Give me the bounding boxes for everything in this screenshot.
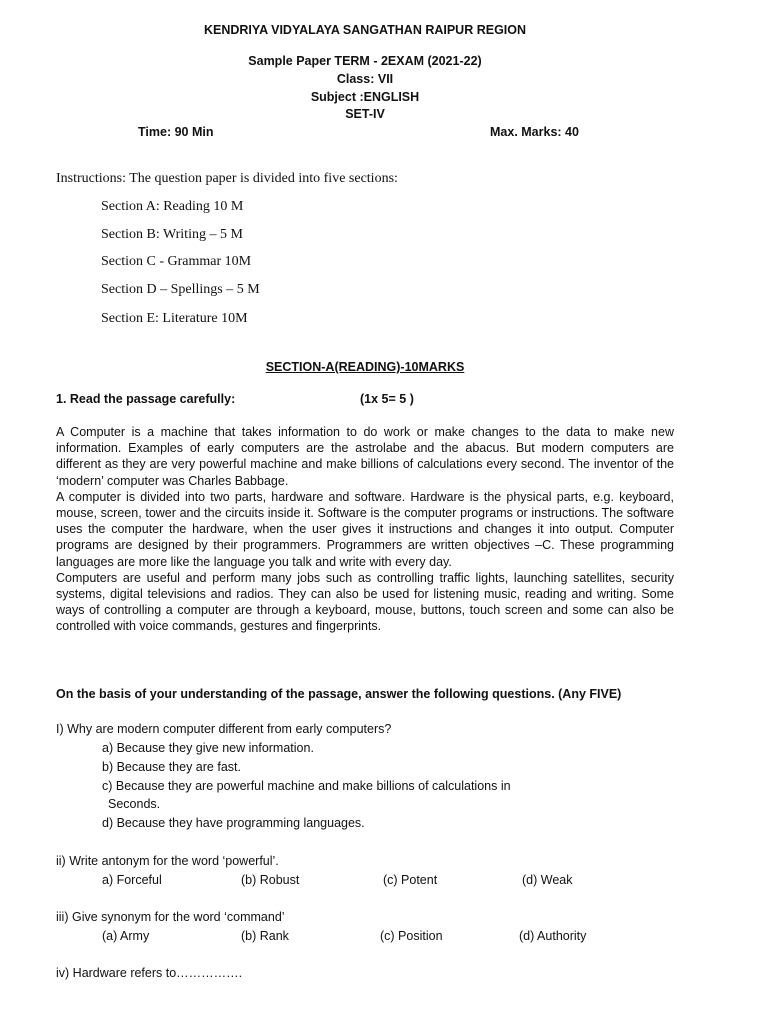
- instructions-intro: Instructions: The question paper is divided into five sections:: [56, 171, 398, 186]
- section-a-title: SECTION-A(READING)-10MARKS: [265, 360, 465, 374]
- section-e-instruction: Section E: Literature 10M: [101, 311, 248, 326]
- max-marks-label: Max. Marks: 40: [490, 125, 579, 139]
- question-4: iv) Hardware refers to…………….: [56, 966, 243, 980]
- q1-option-c: c) Because they are powerful machine and make billions of calculations in: [102, 779, 511, 793]
- question-2: ii) Write antonym for the word ‘powerful’.: [56, 854, 279, 868]
- passage-paragraph: Computers are useful and perform many jobs such as controlling traffic lights, launching satellites, security systems, digital televisions and radios. They can also be used for listening music, reading and writing. Some ways of controlling a computer are through a keyboard, mouse, buttons, touch screen and some can also be controlled with voice commands, gestures and fingerprints.: [56, 570, 674, 634]
- basis-instruction: On the basis of your understanding of the passage, answer the following questions. (Any FIVE): [56, 687, 622, 701]
- passage-paragraph: A Computer is a machine that takes information to do work or make changes to the data to make new information. Examples of early computers are the astrolabe and the abacus. But modern computers are different as they are very powerful machine and make billions of calculations every second. The inventor of the ‘modern’ computer was Charles Babbage.: [56, 425, 674, 488]
- q1-option-d: d) Because they have programming languages.: [102, 816, 365, 830]
- q1-option-b: b) Because they are fast.: [102, 760, 241, 774]
- q3-option-c: (c) Position: [380, 929, 443, 943]
- question-1: I) Why are modern computer different from early computers?: [56, 722, 392, 736]
- q2-option-c: (c) Potent: [383, 873, 438, 887]
- class-label: Class: VII: [336, 72, 394, 86]
- q1-option-a: a) Because they give new information.: [102, 741, 314, 755]
- q3-option-b: (b) Rank: [241, 929, 289, 943]
- q1-marks: (1x 5= 5 ): [360, 392, 414, 406]
- paper-title: Sample Paper TERM - 2EXAM (2021-22): [248, 54, 482, 68]
- set-label: SET-IV: [345, 107, 385, 121]
- q3-option-d: (d) Authority: [519, 929, 587, 943]
- q2-option-a: a) Forceful: [102, 873, 162, 887]
- reading-passage: [56, 424, 674, 635]
- section-d-instruction: Section D – Spellings – 5 M: [101, 282, 260, 297]
- q2-option-b: (b) Robust: [241, 873, 300, 887]
- q2-option-d: (d) Weak: [522, 873, 573, 887]
- subject-label: Subject :ENGLISH: [310, 90, 420, 104]
- q3-option-a: (a) Army: [102, 929, 150, 943]
- passage-paragraph: A computer is divided into two parts, hardware and software. Hardware is the physical parts, e.g. keyboard, mouse, screen, tower and the circuits inside it. Software is the computer programs or instructions. The software uses the computer the hardware, when the user gives it instructions and changes it into output. Computer programs are designed by their programmers. Programmers are written objectives –C. These programming languages are more like the language you talk and write with every day.: [56, 489, 674, 569]
- q1-label: 1. Read the passage carefully:: [56, 392, 236, 406]
- question-3: iii) Give synonym for the word ‘command’: [56, 910, 285, 924]
- section-a-instruction: Section A: Reading 10 M: [101, 199, 244, 214]
- section-c-instruction: Section C - Grammar 10M: [101, 254, 252, 269]
- time-label: Time: 90 Min: [138, 125, 214, 139]
- q1-option-c-continued: Seconds.: [108, 797, 161, 811]
- section-b-instruction: Section B: Writing – 5 M: [101, 227, 243, 242]
- org-title: KENDRIYA VIDYALAYA SANGATHAN RAIPUR REGION: [203, 23, 527, 37]
